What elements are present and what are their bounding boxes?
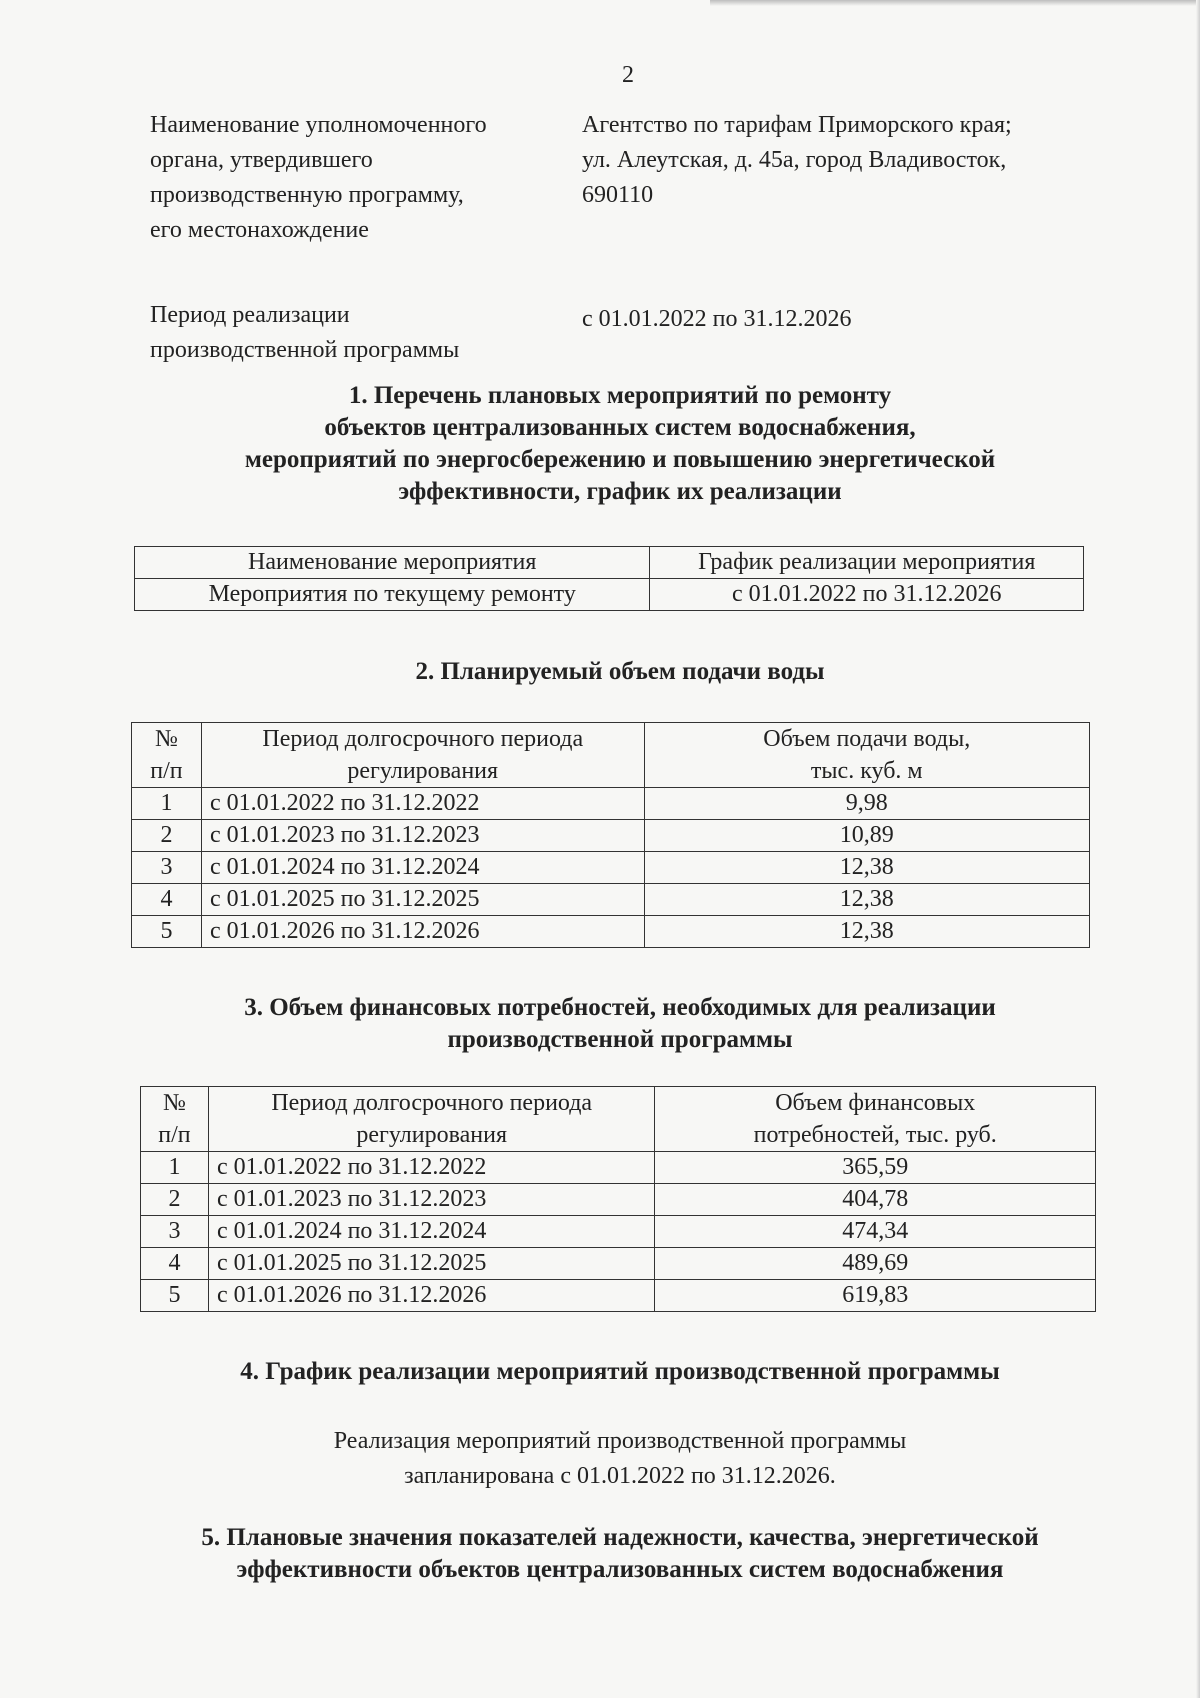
section-1-title: 1. Перечень плановых мероприятий по ремонту объектов централизованных систем водоснабжения, мероприятий по энергосбережению и повышению энергетической эффективности, график их реализации: [244, 382, 996, 505]
table-row: 4 с 01.01.2025 по 31.12.2025 12,38: [132, 884, 1090, 916]
table-row: Мероприятия по текущему ремонту с 01.01.2022 по 31.12.2026: [135, 579, 1084, 611]
repair-measures-table: [134, 546, 1084, 611]
section-2-title: 2. Планируемый объем подачи воды: [415, 658, 825, 685]
section-5-title: 5. Плановые значения показателей надежности, качества, энергетической эффективности объектов централизованных систем водоснабжения: [201, 1524, 1039, 1583]
info-value: с 01.01.2022 по 31.12.2026: [582, 306, 852, 332]
section-4-title: 4. График реализации мероприятий производственной программы: [240, 1358, 1000, 1385]
page-number: 2: [622, 62, 634, 88]
table-row: 1 с 01.01.2022 по 31.12.2022 365,59: [141, 1152, 1096, 1184]
financial-needs-table: [140, 1086, 1096, 1312]
section-4-text: Реализация мероприятий производственной программы запланирована с 01.01.2022 по 31.12.2026.: [333, 1428, 907, 1489]
table-row: 3 с 01.01.2024 по 31.12.2024 474,34: [141, 1216, 1096, 1248]
table-row: 2 с 01.01.2023 по 31.12.2023 404,78: [141, 1184, 1096, 1216]
section-3-title: 3. Объем финансовых потребностей, необходимых для реализации производственной программы: [244, 994, 996, 1053]
water-supply-table: [131, 722, 1090, 948]
scan-edge-right: [1196, 0, 1200, 1698]
table-header-row: № п/п Период долгосрочного периода регулирования Объем подачи воды, тыс. куб. м: [132, 723, 1090, 788]
table-row: 5 с 01.01.2026 по 31.12.2026 12,38: [132, 916, 1090, 948]
info-value: Агентство по тарифам Приморского края; ул. Алеутская, д. 45а, город Владивосток, 690110: [582, 112, 1012, 208]
table-header-row: № п/п Период долгосрочного периода регулирования Объем финансовых потребностей, тыс. руб.: [141, 1087, 1096, 1152]
info-label: Наименование уполномоченного органа, утвердившего производственную программу, его местонахождение: [150, 112, 487, 243]
table-row: 3 с 01.01.2024 по 31.12.2024 12,38: [132, 852, 1090, 884]
table-header-row: Наименование мероприятия График реализации мероприятия: [135, 547, 1084, 579]
table-row: 4 с 01.01.2025 по 31.12.2025 489,69: [141, 1248, 1096, 1280]
table-row: 2 с 01.01.2023 по 31.12.2023 10,89: [132, 820, 1090, 852]
table-row: 1 с 01.01.2022 по 31.12.2022 9,98: [132, 788, 1090, 820]
table-row: 5 с 01.01.2026 по 31.12.2026 619,83: [141, 1280, 1096, 1312]
scan-edge-top: [710, 0, 1200, 6]
info-label: Период реализации производственной программы: [150, 302, 460, 363]
